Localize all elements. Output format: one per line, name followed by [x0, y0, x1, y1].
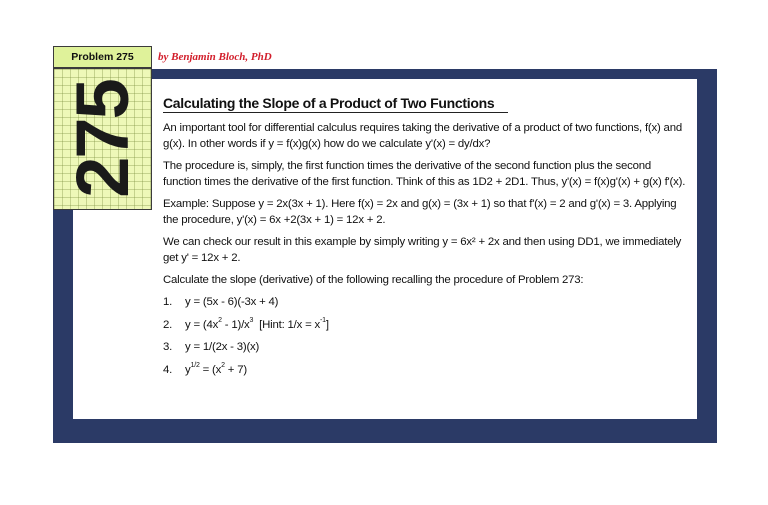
- item-number: 1.: [163, 296, 173, 308]
- item-number: 3.: [163, 341, 173, 353]
- list-item: [163, 339, 691, 362]
- paragraph-intro: An important tool for differential calculus requires taking the derivative of a product of two functions, f(x) and g(x). In other words if y = f(x)g(x) how do we calculate y'(x) = dy/dx?: [163, 122, 682, 150]
- list-item: [163, 317, 691, 340]
- problem-content: [163, 94, 691, 384]
- exercise-list: [163, 294, 691, 384]
- author-byline: by Benjamin Bloch, PhD: [158, 51, 272, 63]
- paragraph-procedure: The procedure is, simply, the first function times the derivative of the second function plus the second function times the derivative of the first function. Think of this as 1D2 + 2D1. Thus, y'(x) = f(x)g'(x) + g(x) f'(x).: [163, 160, 686, 188]
- list-item: [163, 294, 691, 317]
- problem-tab: Problem 275: [53, 46, 152, 68]
- problem-number-badge: [53, 68, 152, 210]
- item-expression: $y = (4x^2 - 1)/x^3$ [Hint: $1/x = x^{-1}$]: [185, 316, 329, 331]
- item-expression: y = 1/(2x - 3)(x): [185, 341, 260, 353]
- list-item: [163, 362, 691, 385]
- item-number: 4.: [163, 363, 173, 376]
- problem-title: Calculating the Slope of a Product of Two Functions: [163, 94, 508, 113]
- item-number: 2.: [163, 318, 173, 331]
- badge-number: 275: [60, 80, 144, 198]
- paragraph-example: Example: Suppose y = 2x(3x + 1). Here f(x) = 2x and g(x) = (3x + 1) so that f'(x) = 2 and g'(x) = 3. Applying the procedure, y'(x) = 6x +2(3x + 1) = 12x + 2.: [163, 198, 677, 226]
- item-expression: y = (5x - 6)(-3x + 4): [185, 296, 279, 308]
- item-expression: $y^{1/2} = (x^2 + 7)$: [185, 361, 247, 376]
- paragraph-instruction: Calculate the slope (derivative) of the following recalling the procedure of Problem 273:: [163, 274, 584, 286]
- paragraph-check: We can check our result in this example by simply writing y = 6x² + 2x and then using DD1, we immediately get y' = 12x + 2.: [163, 236, 682, 264]
